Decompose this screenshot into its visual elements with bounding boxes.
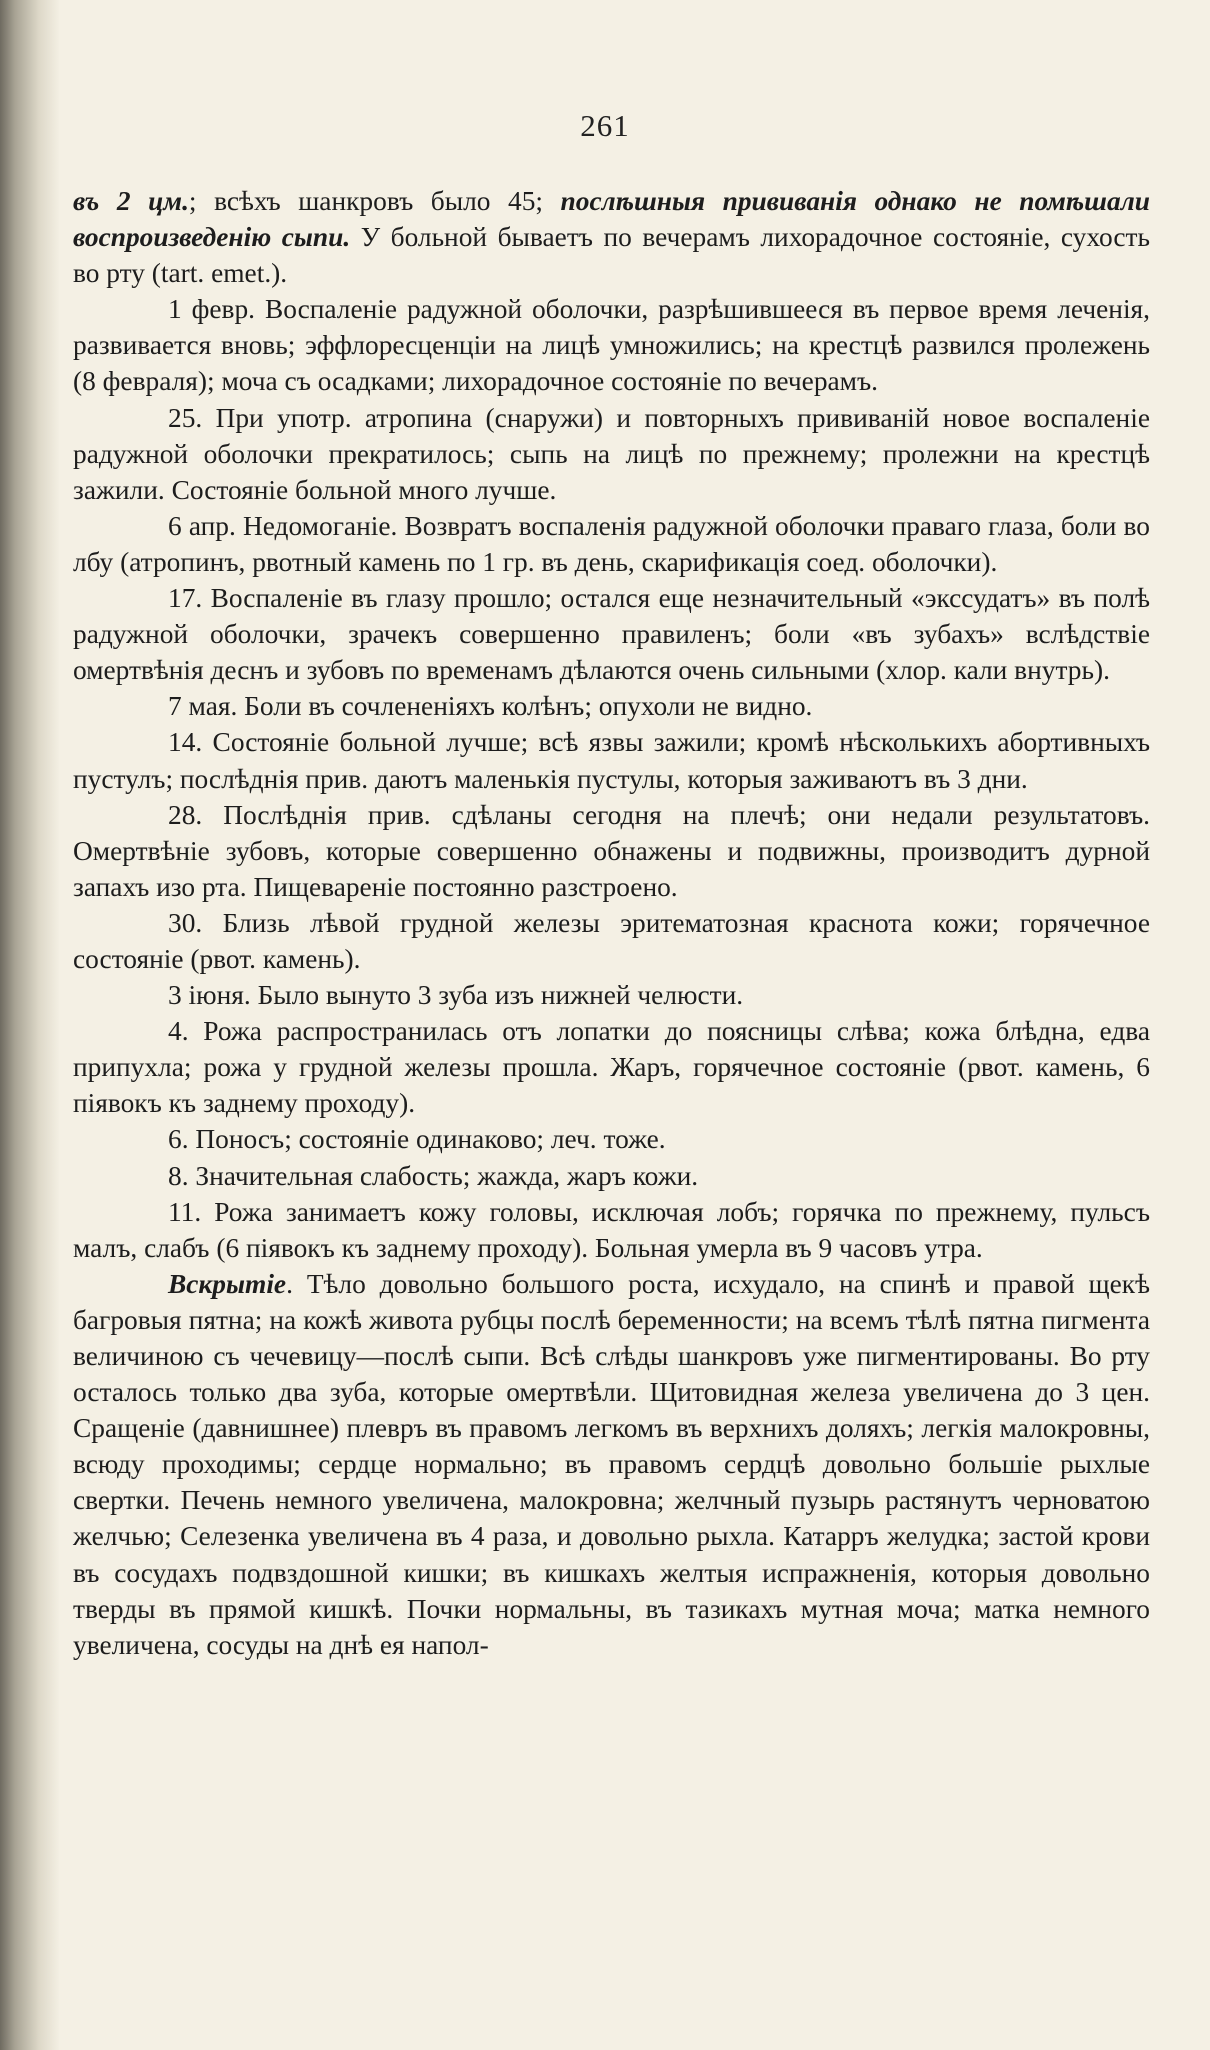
- text-run: 8. Значительная слабость; жажда, жаръ кожи.: [168, 1160, 699, 1191]
- text-run: . Тѣло довольно большого роста, исхудало, на спинѣ и правой щекѣ багровыя пятна; на кожѣ живота рубцы послѣ беременности; на всемъ тѣлѣ пятна пигмента величиною съ чечевицу—послѣ сыпи. Всѣ слѣды шанкровъ уже пигментированы. Во рту осталось только два зуба, которые омертвѣли. Щитовидная железа увеличена до 3 цен. Сращеніе (давнишнее) плевръ въ правомъ легкомъ въ верхнихъ доляхъ; легкія малокровны, всюду проходимы; сердце нормально; въ правомъ сердцѣ довольно большіе рыхлые свертки. Печень немного увеличена, малокровна; желчный пузырь растянутъ черноватою желчью; Селезенка увеличена въ 4 раза, и довольно рыхла. Катарръ желудка; застой крови въ сосудахъ подвздошной кишки; въ кишкахъ желтыя испражненія, которыя довольно тверды въ прямой кишкѣ. Почки нормальны, въ тазикахъ мутная моча; матка немного увеличена, сосуды на днѣ ея напол-: [73, 1268, 1150, 1660]
- paragraph: [73, 508, 1150, 580]
- paragraph: [73, 1158, 1150, 1194]
- paragraph: [73, 400, 1150, 508]
- page-number: 261: [580, 108, 630, 143]
- paragraph: [73, 724, 1150, 796]
- paragraph: [73, 291, 1150, 399]
- text-run: 7 мая. Боли въ сочлененіяхъ колѣнъ; опухоли не видно.: [168, 691, 813, 722]
- text-run: 1 февр. Воспаленіе радужной оболочки, разрѣшившееся въ первое время леченія, развивается вновь; эффлоресценціи на лицѣ умножились; на крестцѣ развился пролежень (8 февраля); моча съ осадками; лихорадочное состояніе по вечерамъ.: [73, 294, 1150, 397]
- text-run: 17. Воспаленіе въ глазу прошло; остался еще незначительный «экссудатъ» въ полѣ радужной оболочки, зрачекъ совершенно правиленъ; боли «въ зубахъ» вслѣдствіе омертвѣнія деснъ и зубовъ по временамъ дѣлаются очень сильными (хлор. кали внутрь).: [73, 583, 1150, 686]
- paragraph: [73, 688, 1150, 724]
- paragraph: [73, 1194, 1150, 1266]
- text-run: 3 іюня. Было вынуто 3 зуба изъ нижней челюсти.: [168, 980, 744, 1011]
- paragraph: [73, 1013, 1150, 1121]
- paragraph: [73, 1121, 1150, 1157]
- text-run: 6 апр. Недомоганіе. Возвратъ воспаленія радужной оболочки праваго глаза, боли во лбу (атропинъ, рвотный камень по 1 гр. въ день, скарификація соед. оболочки).: [73, 510, 1150, 577]
- text-run: 25. При употр. атропина (снаружи) и повторныхъ прививаній новое воспаленіе радужной оболочки прекратилось; сыпь на лицѣ по прежнему; пролежни на крестцѣ зажили. Состояніе больной много лучше.: [73, 402, 1150, 505]
- text-run: 30. Близь лѣвой грудной железы эритематозная краснота кожи; горячечное состояніе (рвот. камень).: [73, 907, 1150, 974]
- emphasized-text: послѣшныя прививанія однако не помѣшали воспроизведенію сыпи.: [73, 186, 1150, 253]
- text-run: ; всѣхъ шанкровъ было 45;: [188, 186, 561, 216]
- paragraph: [73, 580, 1150, 688]
- binding-shadow: [0, 0, 60, 2050]
- text-run: 28. Послѣднія прив. сдѣланы сегодня на плечѣ; они недали результатовъ. Омертвѣніе зубовъ, которые совершенно обнажены и подвижны, производитъ дурной запахъ изо рта. Пищевареніе постоянно разстроено.: [73, 799, 1150, 902]
- text-body: [73, 183, 1150, 1663]
- text-run: 14. Состояніе больной лучше; всѣ язвы зажили; кромѣ нѣсколькихъ абортивныхъ пустулъ; послѣднія прив. даютъ маленькія пустулы, которыя заживаютъ въ 3 дни.: [73, 727, 1150, 794]
- paragraph: [73, 1266, 1150, 1663]
- text-run: У больной бываетъ по вечерамъ лихорадочное состояніе, сухость во рту (tart. emet.).: [73, 222, 1150, 289]
- paragraph: [73, 905, 1150, 977]
- paragraph: [73, 977, 1150, 1013]
- emphasized-text: Вскрытіе: [168, 1268, 287, 1299]
- text-run: 4. Рожа распространилась отъ лопатки до поясницы слѣва; кожа блѣдна, едва припухла; рожа у грудной железы прошла. Жаръ, горячечное состояніе (рвот. камень, 6 піявокъ къ заднему проходу).: [73, 1016, 1150, 1119]
- emphasized-text: въ 2 цм.: [73, 186, 189, 216]
- text-run: 6. Поносъ; состояніе одинаково; леч. тоже.: [168, 1124, 666, 1155]
- text-run: 11. Рожа занимаетъ кожу головы, исключая лобъ; горячка по прежнему, пульсъ малъ, слабъ (6 піявокъ къ заднему проходу). Больная умерла въ 9 часовъ утра.: [73, 1196, 1150, 1263]
- paragraph: [73, 797, 1150, 905]
- paragraph: [73, 183, 1150, 291]
